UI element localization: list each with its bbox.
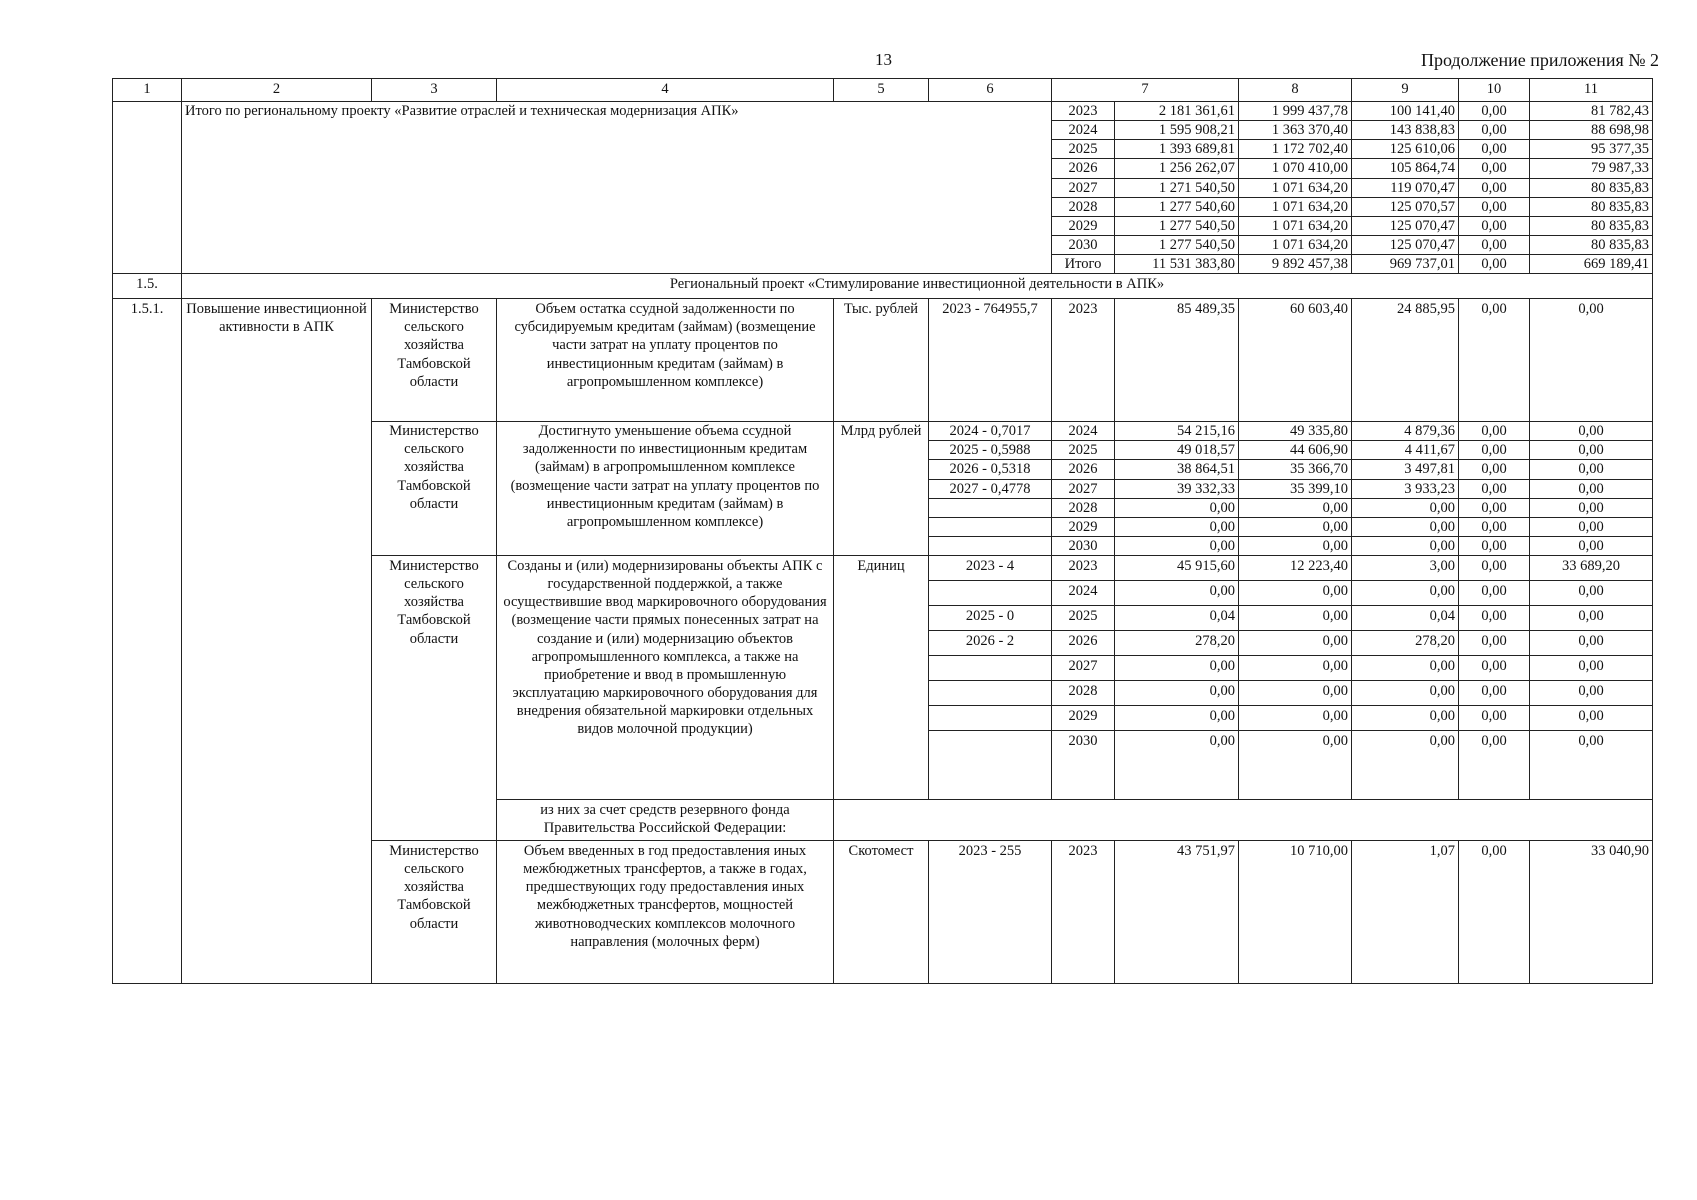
c9-value: 0,00 bbox=[1352, 498, 1459, 517]
c7-value: 0,00 bbox=[1115, 681, 1239, 706]
year: 2029 bbox=[1052, 517, 1115, 536]
target-value: 2025 - 0 bbox=[929, 606, 1052, 631]
summary-c10: 0,00 bbox=[1459, 255, 1530, 274]
target-value: 2025 - 0,5988 bbox=[929, 441, 1052, 460]
c7-value: 38 864,51 bbox=[1115, 460, 1239, 479]
summary-c7: 1 277 540,60 bbox=[1115, 197, 1239, 216]
target-value: 2023 - 255 bbox=[929, 841, 1052, 984]
c7-value: 0,04 bbox=[1115, 606, 1239, 631]
summary-c9: 125 070,57 bbox=[1352, 197, 1459, 216]
c9-value: 4 411,67 bbox=[1352, 441, 1459, 460]
target-value: 2026 - 2 bbox=[929, 631, 1052, 656]
executor: Министерство сельского хозяйства Тамбовской области bbox=[372, 841, 497, 984]
appendix-table bbox=[112, 78, 1653, 984]
c8-value: 60 603,40 bbox=[1239, 299, 1352, 422]
c11-value: 0,00 bbox=[1530, 422, 1653, 441]
c8-value: 35 399,10 bbox=[1239, 479, 1352, 498]
c10-value: 0,00 bbox=[1459, 299, 1530, 422]
target-value bbox=[929, 706, 1052, 731]
indicator-name: Объем остатка ссудной задолженности по субсидируемым кредитам (займам) (возмещение части затрат на уплату процентов по инвестиционным кредитам (займам) в агропромышленном комплексе) bbox=[497, 299, 834, 422]
unit: Скотомест bbox=[834, 841, 929, 984]
summary-c8: 1 071 634,20 bbox=[1239, 216, 1352, 235]
c11-value: 33 040,90 bbox=[1530, 841, 1653, 984]
c8-value: 49 335,80 bbox=[1239, 422, 1352, 441]
summary-c9: 100 141,40 bbox=[1352, 102, 1459, 121]
summary-c7: 1 595 908,21 bbox=[1115, 121, 1239, 140]
c8-value: 0,00 bbox=[1239, 631, 1352, 656]
c9-value: 3 933,23 bbox=[1352, 479, 1459, 498]
summary-year: 2030 bbox=[1052, 235, 1115, 254]
c7-value: 45 915,60 bbox=[1115, 556, 1239, 581]
summary-year: Итого bbox=[1052, 255, 1115, 274]
c8-value: 0,00 bbox=[1239, 681, 1352, 706]
year: 2030 bbox=[1052, 731, 1115, 800]
c9-value: 0,00 bbox=[1352, 517, 1459, 536]
target-value bbox=[929, 498, 1052, 517]
summary-c11: 669 189,41 bbox=[1530, 255, 1653, 274]
header-col-5: 5 bbox=[834, 79, 929, 102]
summary-c7: 1 271 540,50 bbox=[1115, 178, 1239, 197]
c10-value: 0,00 bbox=[1459, 422, 1530, 441]
c9-value: 278,20 bbox=[1352, 631, 1459, 656]
header-col-11: 11 bbox=[1530, 79, 1653, 102]
c11-value: 0,00 bbox=[1530, 706, 1653, 731]
summary-c11: 80 835,83 bbox=[1530, 216, 1653, 235]
header-col-7: 7 bbox=[1052, 79, 1239, 102]
c9-value: 1,07 bbox=[1352, 841, 1459, 984]
summary-year: 2026 bbox=[1052, 159, 1115, 178]
year: 2023 bbox=[1052, 556, 1115, 581]
indicator-name: Достигнуто уменьшение объема ссудной задолженности по инвестиционным кредитам (займам) в агропромышленном комплексе (возмещение части затрат на уплату процентов по инвестиционным кредитам (займам) в агропромышленном комплексе) bbox=[497, 422, 834, 556]
unit: Тыс. рублей bbox=[834, 299, 929, 422]
year: 2024 bbox=[1052, 422, 1115, 441]
c8-value: 44 606,90 bbox=[1239, 441, 1352, 460]
summary-c11: 81 782,43 bbox=[1530, 102, 1653, 121]
c7-value: 54 215,16 bbox=[1115, 422, 1239, 441]
summary-c7: 2 181 361,61 bbox=[1115, 102, 1239, 121]
year: 2025 bbox=[1052, 441, 1115, 460]
c8-value: 12 223,40 bbox=[1239, 556, 1352, 581]
summary-c11: 80 835,83 bbox=[1530, 197, 1653, 216]
c8-value: 0,00 bbox=[1239, 498, 1352, 517]
year: 2024 bbox=[1052, 581, 1115, 606]
c8-value: 0,00 bbox=[1239, 731, 1352, 800]
c11-value: 0,00 bbox=[1530, 731, 1653, 800]
year: 2027 bbox=[1052, 479, 1115, 498]
c10-value: 0,00 bbox=[1459, 606, 1530, 631]
summary-c10: 0,00 bbox=[1459, 121, 1530, 140]
header-row bbox=[113, 79, 1653, 102]
year: 2023 bbox=[1052, 299, 1115, 422]
summary-c11: 80 835,83 bbox=[1530, 178, 1653, 197]
c8-value: 0,00 bbox=[1239, 517, 1352, 536]
c10-value: 0,00 bbox=[1459, 498, 1530, 517]
c10-value: 0,00 bbox=[1459, 460, 1530, 479]
c8-value: 35 366,70 bbox=[1239, 460, 1352, 479]
target-value: 2023 - 4 bbox=[929, 556, 1052, 581]
summary-year: 2025 bbox=[1052, 140, 1115, 159]
c7-value: 0,00 bbox=[1115, 498, 1239, 517]
c9-value: 4 879,36 bbox=[1352, 422, 1459, 441]
summary-c8: 1 070 410,00 bbox=[1239, 159, 1352, 178]
summary-c8: 1 071 634,20 bbox=[1239, 197, 1352, 216]
c10-value: 0,00 bbox=[1459, 441, 1530, 460]
c8-value: 0,00 bbox=[1239, 706, 1352, 731]
summary-c8: 9 892 457,38 bbox=[1239, 255, 1352, 274]
executor: Министерство сельского хозяйства Тамбовской области bbox=[372, 556, 497, 841]
header-col-9: 9 bbox=[1352, 79, 1459, 102]
c10-value: 0,00 bbox=[1459, 631, 1530, 656]
continuation-label: Продолжение приложения № 2 bbox=[1420, 50, 1659, 70]
summary-row bbox=[113, 102, 1653, 121]
summary-c9: 125 070,47 bbox=[1352, 235, 1459, 254]
summary-c7: 1 277 540,50 bbox=[1115, 235, 1239, 254]
summary-c8: 1 071 634,20 bbox=[1239, 178, 1352, 197]
section-row bbox=[113, 274, 1653, 299]
summary-year: 2024 bbox=[1052, 121, 1115, 140]
summary-c10: 0,00 bbox=[1459, 235, 1530, 254]
summary-c11: 80 835,83 bbox=[1530, 235, 1653, 254]
c9-value: 0,04 bbox=[1352, 606, 1459, 631]
c11-value: 0,00 bbox=[1530, 517, 1653, 536]
page-number: 13 bbox=[875, 50, 892, 69]
header-col-4: 4 bbox=[497, 79, 834, 102]
c9-value: 3,00 bbox=[1352, 556, 1459, 581]
c7-value: 0,00 bbox=[1115, 517, 1239, 536]
target-value bbox=[929, 656, 1052, 681]
target-value bbox=[929, 536, 1052, 555]
summary-c8: 1 363 370,40 bbox=[1239, 121, 1352, 140]
indicator-name: Созданы и (или) модернизированы объекты АПК с государственной поддержкой, а также осуществившие ввод маркировочного оборудования (возмещение части прямых понесенных затрат на создание и (или) модернизацию объектов агропромышленного комплекса, а также на приобретение и ввод в промышленную эксплуатацию маркировочного оборудования для внедрения обязательной маркировки отдельных видов молочной продукции) bbox=[497, 556, 834, 800]
target-value bbox=[929, 731, 1052, 800]
c9-value: 0,00 bbox=[1352, 706, 1459, 731]
header-col-3: 3 bbox=[372, 79, 497, 102]
target-value bbox=[929, 581, 1052, 606]
summary-c8: 1 999 437,78 bbox=[1239, 102, 1352, 121]
target-value bbox=[929, 517, 1052, 536]
year: 2028 bbox=[1052, 681, 1115, 706]
c10-value: 0,00 bbox=[1459, 536, 1530, 555]
summary-c7: 1 393 689,81 bbox=[1115, 140, 1239, 159]
year: 2026 bbox=[1052, 460, 1115, 479]
c7-value: 278,20 bbox=[1115, 631, 1239, 656]
c7-value: 43 751,97 bbox=[1115, 841, 1239, 984]
year: 2027 bbox=[1052, 656, 1115, 681]
summary-c7: 1 256 262,07 bbox=[1115, 159, 1239, 178]
reserve-note: из них за счет средств резервного фонда Правительства Российской Федерации: bbox=[497, 800, 834, 841]
executor: Министерство сельского хозяйства Тамбовской области bbox=[372, 422, 497, 556]
c11-value: 0,00 bbox=[1530, 479, 1653, 498]
c11-value: 33 689,20 bbox=[1530, 556, 1653, 581]
summary-c10: 0,00 bbox=[1459, 216, 1530, 235]
summary-c8: 1 172 702,40 bbox=[1239, 140, 1352, 159]
c11-value: 0,00 bbox=[1530, 536, 1653, 555]
header-col-1: 1 bbox=[113, 79, 182, 102]
c11-value: 0,00 bbox=[1530, 581, 1653, 606]
target-value bbox=[929, 681, 1052, 706]
year: 2029 bbox=[1052, 706, 1115, 731]
summary-num-cell bbox=[113, 102, 182, 274]
c11-value: 0,00 bbox=[1530, 606, 1653, 631]
summary-c9: 969 737,01 bbox=[1352, 255, 1459, 274]
year: 2030 bbox=[1052, 536, 1115, 555]
executor: Министерство сельского хозяйства Тамбовской области bbox=[372, 299, 497, 422]
unit: Млрд рублей bbox=[834, 422, 929, 556]
c10-value: 0,00 bbox=[1459, 656, 1530, 681]
c10-value: 0,00 bbox=[1459, 556, 1530, 581]
year: 2025 bbox=[1052, 606, 1115, 631]
reserve-note-empty bbox=[834, 800, 1653, 841]
target-value: 2027 - 0,4778 bbox=[929, 479, 1052, 498]
year: 2023 bbox=[1052, 841, 1115, 984]
c8-value: 0,00 bbox=[1239, 606, 1352, 631]
c7-value: 85 489,35 bbox=[1115, 299, 1239, 422]
c7-value: 0,00 bbox=[1115, 581, 1239, 606]
c11-value: 0,00 bbox=[1530, 299, 1653, 422]
target-value: 2026 - 0,5318 bbox=[929, 460, 1052, 479]
c10-value: 0,00 bbox=[1459, 479, 1530, 498]
c7-value: 49 018,57 bbox=[1115, 441, 1239, 460]
item-name: Повышение инвестиционной активности в АПК bbox=[182, 299, 372, 984]
c8-value: 0,00 bbox=[1239, 536, 1352, 555]
summary-c10: 0,00 bbox=[1459, 178, 1530, 197]
summary-c10: 0,00 bbox=[1459, 197, 1530, 216]
c7-value: 0,00 bbox=[1115, 656, 1239, 681]
unit: Единиц bbox=[834, 556, 929, 800]
summary-c7: 11 531 383,80 bbox=[1115, 255, 1239, 274]
c8-value: 0,00 bbox=[1239, 581, 1352, 606]
summary-year: 2027 bbox=[1052, 178, 1115, 197]
c11-value: 0,00 bbox=[1530, 441, 1653, 460]
summary-year: 2029 bbox=[1052, 216, 1115, 235]
c9-value: 3 497,81 bbox=[1352, 460, 1459, 479]
c7-value: 0,00 bbox=[1115, 731, 1239, 800]
c10-value: 0,00 bbox=[1459, 681, 1530, 706]
indicator-name: Объем введенных в год предоставления иных межбюджетных трансфертов, а также в годах, предшествующих году предоставления иных межбюджетных трансфертов, мощностей животноводческих комплексов молочного направления (молочных ферм) bbox=[497, 841, 834, 984]
summary-c11: 88 698,98 bbox=[1530, 121, 1653, 140]
year: 2026 bbox=[1052, 631, 1115, 656]
c11-value: 0,00 bbox=[1530, 656, 1653, 681]
target-value: 2023 - 764955,7 bbox=[929, 299, 1052, 422]
summary-c10: 0,00 bbox=[1459, 140, 1530, 159]
c10-value: 0,00 bbox=[1459, 706, 1530, 731]
c10-value: 0,00 bbox=[1459, 841, 1530, 984]
summary-title: Итого по региональному проекту «Развитие отраслей и техническая модернизация АПК» bbox=[182, 102, 1052, 274]
c8-value: 10 710,00 bbox=[1239, 841, 1352, 984]
c7-value: 0,00 bbox=[1115, 706, 1239, 731]
c11-value: 0,00 bbox=[1530, 681, 1653, 706]
header-col-10: 10 bbox=[1459, 79, 1530, 102]
c9-value: 0,00 bbox=[1352, 731, 1459, 800]
section-number: 1.5. bbox=[113, 274, 182, 299]
section-title: Региональный проект «Стимулирование инвестиционной деятельности в АПК» bbox=[182, 274, 1653, 299]
summary-c11: 79 987,33 bbox=[1530, 159, 1653, 178]
header-col-2: 2 bbox=[182, 79, 372, 102]
c11-value: 0,00 bbox=[1530, 460, 1653, 479]
c11-value: 0,00 bbox=[1530, 631, 1653, 656]
item-number: 1.5.1. bbox=[113, 299, 182, 984]
c9-value: 0,00 bbox=[1352, 536, 1459, 555]
c9-value: 0,00 bbox=[1352, 656, 1459, 681]
summary-year: 2028 bbox=[1052, 197, 1115, 216]
c11-value: 0,00 bbox=[1530, 498, 1653, 517]
summary-year: 2023 bbox=[1052, 102, 1115, 121]
summary-c7: 1 277 540,50 bbox=[1115, 216, 1239, 235]
header-col-6: 6 bbox=[929, 79, 1052, 102]
summary-c9: 125 610,06 bbox=[1352, 140, 1459, 159]
summary-c10: 0,00 bbox=[1459, 102, 1530, 121]
c10-value: 0,00 bbox=[1459, 731, 1530, 800]
c8-value: 0,00 bbox=[1239, 656, 1352, 681]
c7-value: 39 332,33 bbox=[1115, 479, 1239, 498]
indicator-row bbox=[113, 299, 1653, 422]
year: 2028 bbox=[1052, 498, 1115, 517]
summary-c10: 0,00 bbox=[1459, 159, 1530, 178]
c10-value: 0,00 bbox=[1459, 581, 1530, 606]
c9-value: 24 885,95 bbox=[1352, 299, 1459, 422]
c9-value: 0,00 bbox=[1352, 681, 1459, 706]
c10-value: 0,00 bbox=[1459, 517, 1530, 536]
summary-c8: 1 071 634,20 bbox=[1239, 235, 1352, 254]
c9-value: 0,00 bbox=[1352, 581, 1459, 606]
summary-c9: 119 070,47 bbox=[1352, 178, 1459, 197]
summary-c9: 125 070,47 bbox=[1352, 216, 1459, 235]
summary-c9: 105 864,74 bbox=[1352, 159, 1459, 178]
c7-value: 0,00 bbox=[1115, 536, 1239, 555]
target-value: 2024 - 0,7017 bbox=[929, 422, 1052, 441]
summary-c11: 95 377,35 bbox=[1530, 140, 1653, 159]
header-col-8: 8 bbox=[1239, 79, 1352, 102]
summary-c9: 143 838,83 bbox=[1352, 121, 1459, 140]
